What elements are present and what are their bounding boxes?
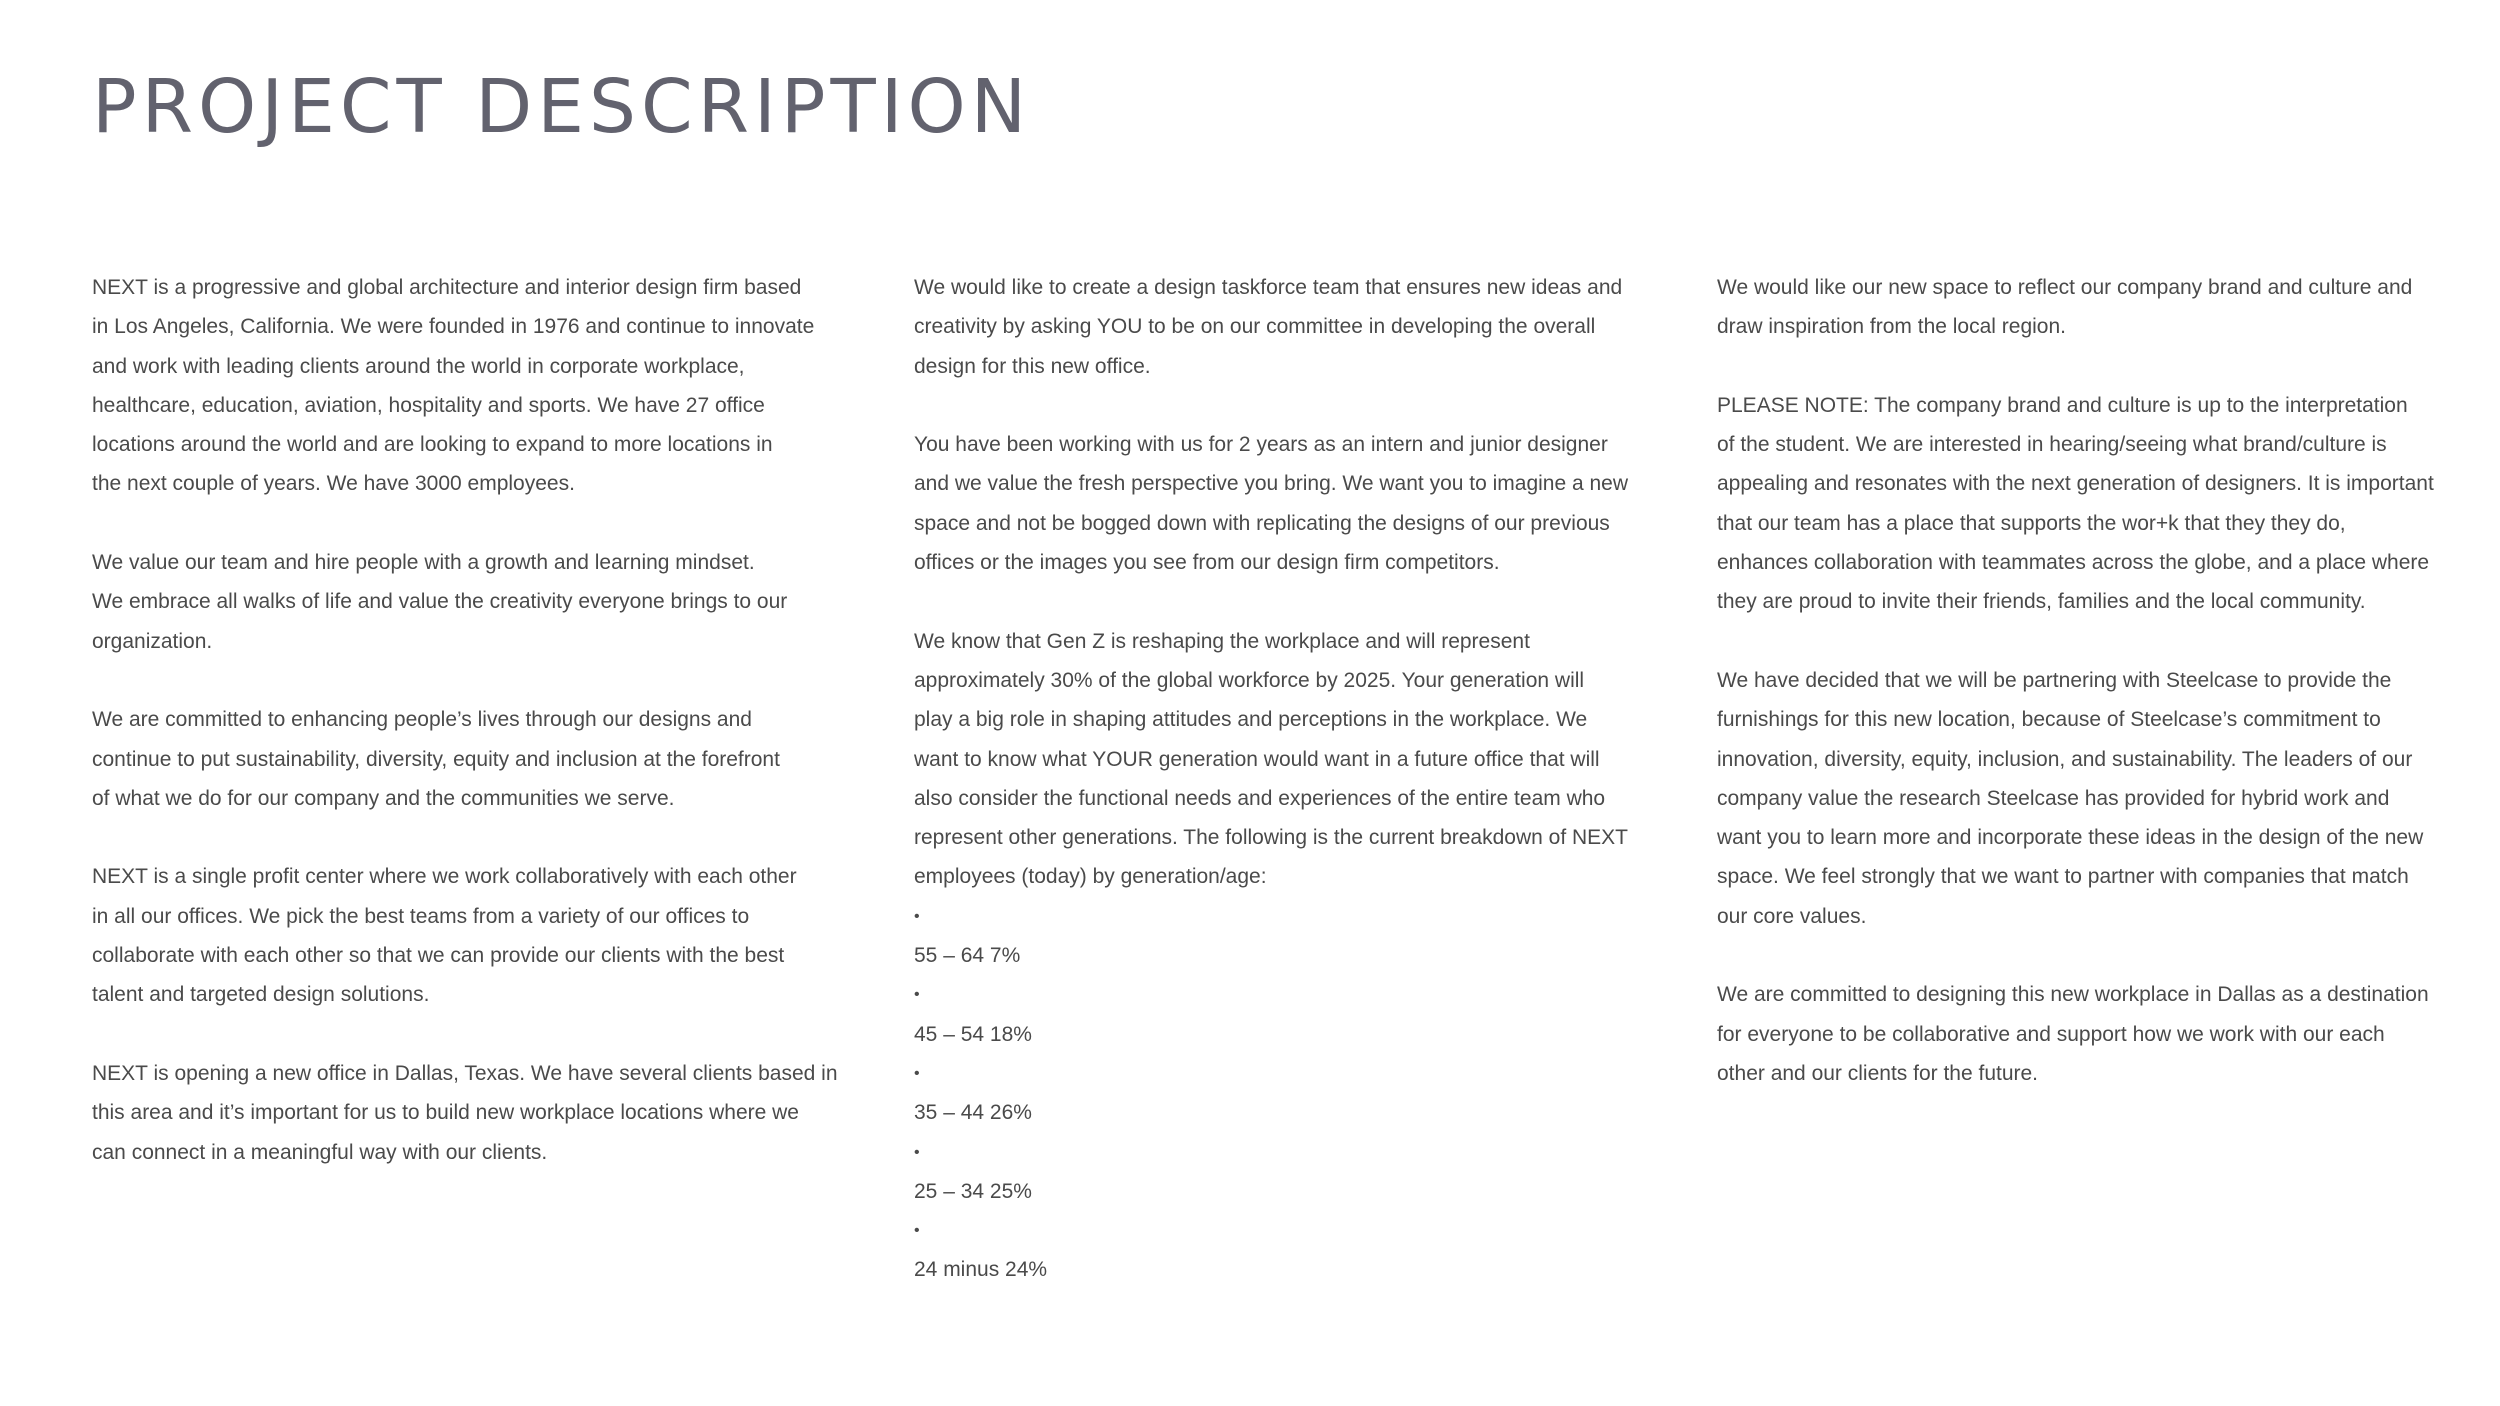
breakdown-item: 45 – 54 18% xyxy=(914,1022,1032,1046)
text-line: employees (today) by generation/age: xyxy=(914,865,1267,889)
text-line: You have been working with us for 2 years as an intern and junior designer xyxy=(914,433,1608,457)
generation-breakdown-list xyxy=(914,897,1644,1290)
text-line: that our team has a place that supports the wor+k that they they do, xyxy=(1717,511,2346,535)
text-line: of the student. We are interested in hearing/seeing what brand/culture is xyxy=(1717,433,2387,457)
breakdown-item: 35 – 44 26% xyxy=(914,1101,1032,1125)
paragraph xyxy=(1717,661,2457,936)
text-line: We would like our new space to reflect our company brand and culture and xyxy=(1717,276,2413,299)
text-line: want you to learn more and incorporate these ideas in the design of the new xyxy=(1717,826,2424,850)
column-company-overview xyxy=(92,268,838,1172)
paragraph xyxy=(1717,975,2457,1093)
text-line: locations around the world and are looking to expand to more locations in xyxy=(92,433,773,457)
text-line: want to know what YOUR generation would want in a future office that will xyxy=(914,747,1600,771)
bullet-icon: • xyxy=(914,1143,920,1161)
bullet-icon: • xyxy=(914,1064,920,1082)
breakdown-item: 55 – 64 7% xyxy=(914,944,1021,968)
text-line: design for this new office. xyxy=(914,354,1151,378)
text-line: in Los Angeles, California. We were founded in 1976 and continue to innovate xyxy=(92,315,815,339)
text-line: space and not be bogged down with replicating the designs of our previous xyxy=(914,511,1610,535)
text-line: in all our offices. We pick the best teams from a variety of our offices to xyxy=(92,904,750,928)
text-line: furnishings for this new location, because of Steelcase’s commitment to xyxy=(1717,708,2381,732)
paragraph xyxy=(92,1054,838,1172)
text-line: collaborate with each other so that we can provide our clients with the best xyxy=(92,944,785,968)
paragraph xyxy=(92,857,827,1014)
text-line: offices or the images you see from our design firm competitors. xyxy=(914,551,1500,575)
text-line: NEXT is opening a new office in Dallas, Texas. We have several clients based in xyxy=(92,1061,838,1085)
bullet-icon: • xyxy=(914,1222,920,1240)
paragraph xyxy=(92,268,827,504)
text-line: can connect in a meaningful way with our clients. xyxy=(92,1140,548,1164)
text-line: play a big role in shaping attitudes and perceptions in the workplace. We xyxy=(914,708,1588,732)
paragraph xyxy=(914,268,1644,386)
text-line: this area and it’s important for us to build new workplace locations where we xyxy=(92,1101,799,1125)
text-line: and we value the fresh perspective you bring. We want you to imagine a new xyxy=(914,472,1629,496)
text-line: company value the research Steelcase has provided for hybrid work and xyxy=(1717,786,2390,810)
paragraph xyxy=(92,543,827,661)
text-line: We value our team and hire people with a growth and learning mindset. xyxy=(92,551,755,575)
bullet-icon: • xyxy=(914,986,920,1004)
paragraph xyxy=(914,622,1644,897)
text-line: they are proud to invite their friends, families and the local community. xyxy=(1717,590,2366,614)
paragraph xyxy=(914,425,1644,582)
text-line: appealing and resonates with the next generation of designers. It is important xyxy=(1717,472,2434,496)
text-line: We are committed to enhancing people’s lives through our designs and xyxy=(92,708,752,732)
column-design-taskforce xyxy=(914,268,1644,1290)
breakdown-item: 25 – 34 25% xyxy=(914,1179,1032,1203)
text-line: of what we do for our company and the communities we serve. xyxy=(92,786,675,810)
text-line: talent and targeted design solutions. xyxy=(92,983,430,1007)
text-line: our core values. xyxy=(1717,904,1867,928)
text-line: NEXT is a progressive and global architecture and interior design firm based xyxy=(92,276,802,299)
text-line: enhances collaboration with teammates across the globe, and a place where xyxy=(1717,551,2430,575)
text-line: healthcare, education, aviation, hospitality and sports. We have 27 office xyxy=(92,393,765,417)
page-title: PROJECT DESCRIPTION xyxy=(92,64,1032,150)
text-line: for everyone to be collaborative and support how we work with our each xyxy=(1717,1022,2385,1046)
text-line: NEXT is a single profit center where we work collaboratively with each other xyxy=(92,865,797,889)
text-line: and work with leading clients around the world in corporate workplace, xyxy=(92,354,745,378)
column-brand-and-partners xyxy=(1717,268,2457,1093)
text-line: We know that Gen Z is reshaping the workplace and will represent xyxy=(914,629,1530,653)
paragraph xyxy=(92,700,827,818)
text-line: approximately 30% of the global workforce by 2025. Your generation will xyxy=(914,668,1585,692)
text-line: other and our clients for the future. xyxy=(1717,1061,2039,1085)
text-line: innovation, diversity, equity, inclusion, and sustainability. The leaders of our xyxy=(1717,747,2413,771)
breakdown-item: 24 minus 24% xyxy=(914,1258,1048,1282)
text-line: creativity by asking YOU to be on our committee in developing the overall xyxy=(914,315,1596,339)
bullet-icon: • xyxy=(914,907,920,925)
text-line: PLEASE NOTE: The company brand and culture is up to the interpretation xyxy=(1717,393,2408,417)
paragraph xyxy=(1717,386,2457,622)
text-line: organization. xyxy=(92,629,213,653)
paragraph xyxy=(1717,268,2457,347)
text-line: also consider the functional needs and experiences of the entire team who xyxy=(914,786,1606,810)
text-line: We are committed to designing this new workplace in Dallas as a destination xyxy=(1717,983,2429,1007)
text-line: We would like to create a design taskforce team that ensures new ideas and xyxy=(914,276,1623,299)
text-line: We embrace all walks of life and value the creativity everyone brings to our xyxy=(92,590,788,614)
text-line: represent other generations. The following is the current breakdown of NEXT xyxy=(914,826,1628,850)
text-line: continue to put sustainability, diversity, equity and inclusion at the forefront xyxy=(92,747,780,771)
text-line: draw inspiration from the local region. xyxy=(1717,315,2067,339)
text-line: We have decided that we will be partnering with Steelcase to provide the xyxy=(1717,668,2392,692)
text-line: space. We feel strongly that we want to partner with companies that match xyxy=(1717,865,2409,889)
text-line: the next couple of years. We have 3000 employees. xyxy=(92,472,575,496)
